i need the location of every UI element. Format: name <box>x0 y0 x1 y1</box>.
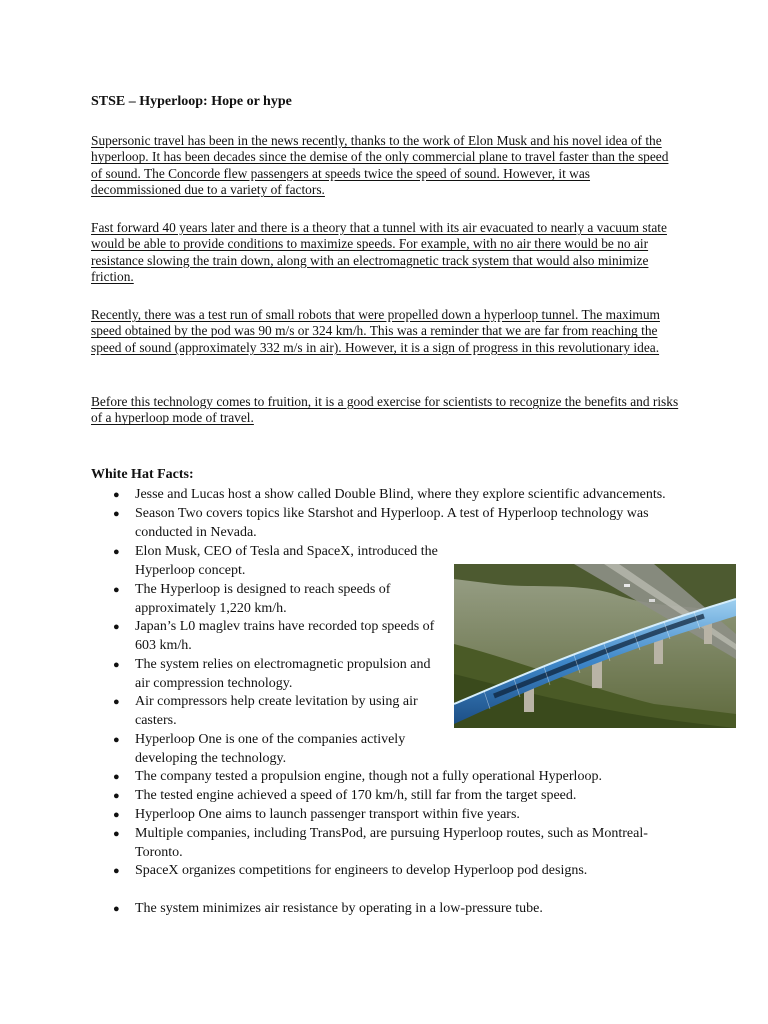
fact-text: The tested engine achieved a speed of 170 km/h, still far from the target speed. <box>135 788 577 803</box>
bullet-icon: ● <box>113 659 120 671</box>
bullet-icon: ● <box>113 903 120 915</box>
bullet-icon: ● <box>113 771 120 783</box>
fact-text: Japan’s L0 maglev trains have recorded top speeds of 603 km/h. <box>135 619 435 653</box>
fact-text: Elon Musk, CEO of Tesla and SpaceX, introduced the Hyperloop concept. <box>135 544 438 578</box>
hyperloop-illustration <box>454 564 736 728</box>
bullet-icon: ● <box>113 696 120 708</box>
bullet-icon: ● <box>113 809 120 821</box>
document-title: STSE – Hyperloop: Hope or hype <box>91 94 292 109</box>
paragraph-vacuum-theory: Fast forward 40 years later and there is a theory that a tunnel with its air evacuated to nearly a vacuum state would be able to provide conditions to maximize speeds. For example, with no air there would be no air resistance slowing the train down, along with an electromagnetic track system that would also minimize friction. <box>91 220 667 285</box>
bullet-icon: ● <box>113 790 120 802</box>
bullet-icon: ● <box>113 621 120 633</box>
fact-text: Multiple companies, including TransPod, are pursuing Hyperloop routes, such as Montreal-Toronto. <box>135 826 648 860</box>
bullet-icon: ● <box>113 489 120 501</box>
fact-text: Air compressors help create levitation by using air casters. <box>135 694 418 728</box>
bullet-icon: ● <box>113 508 120 520</box>
fact-text: Hyperloop One aims to launch passenger transport within five years. <box>135 807 520 822</box>
fact-text: Jesse and Lucas host a show called Double Blind, where they explore scientific advancements. <box>135 487 666 502</box>
bullet-icon: ● <box>113 546 120 558</box>
paragraph-benefits-risks: Before this technology comes to fruition, it is a good exercise for scientists to recognize the benefits and risks of a hyperloop mode of travel. <box>91 394 679 426</box>
bullet-icon: ● <box>113 865 120 877</box>
fact-text: The Hyperloop is designed to reach speeds of approximately 1,220 km/h. <box>135 582 391 616</box>
bullet-icon: ● <box>113 828 120 840</box>
fact-text: Hyperloop One is one of the companies actively developing the technology. <box>135 732 406 766</box>
fact-text: The system minimizes air resistance by operating in a low-pressure tube. <box>135 901 543 916</box>
fact-text: The company tested a propulsion engine, though not a fully operational Hyperloop. <box>135 769 602 784</box>
fact-text: SpaceX organizes competitions for engineers to develop Hyperloop pod designs. <box>135 863 588 878</box>
paragraph-intro: Supersonic travel has been in the news recently, thanks to the work of Elon Musk and his novel idea of the hyperloop. It has been decades since the demise of the only commercial plane to travel faster than the speed of sound. The Concorde flew passengers at speeds twice the speed of sound. However, it was decommissioned due to a variety of factors. <box>91 133 669 198</box>
bullet-icon: ● <box>113 734 120 746</box>
bullet-icon: ● <box>113 584 120 596</box>
paragraph-test-run: Recently, there was a test run of small robots that were propelled down a hyperloop tunnel. The maximum speed obtained by the pod was 90 m/s or 324 km/h. This was a reminder that we are far from reaching the speed of sound (approximately 332 m/s in air). However, it is a sign of progress in this revolutionary idea. <box>91 307 660 355</box>
facts-heading: White Hat Facts: <box>91 467 194 482</box>
hyperloop-photo <box>454 564 736 728</box>
fact-text: Season Two covers topics like Starshot and Hyperloop. A test of Hyperloop technology was conducted in Nevada. <box>135 506 649 540</box>
fact-text: The system relies on electromagnetic propulsion and air compression technology. <box>135 657 431 691</box>
